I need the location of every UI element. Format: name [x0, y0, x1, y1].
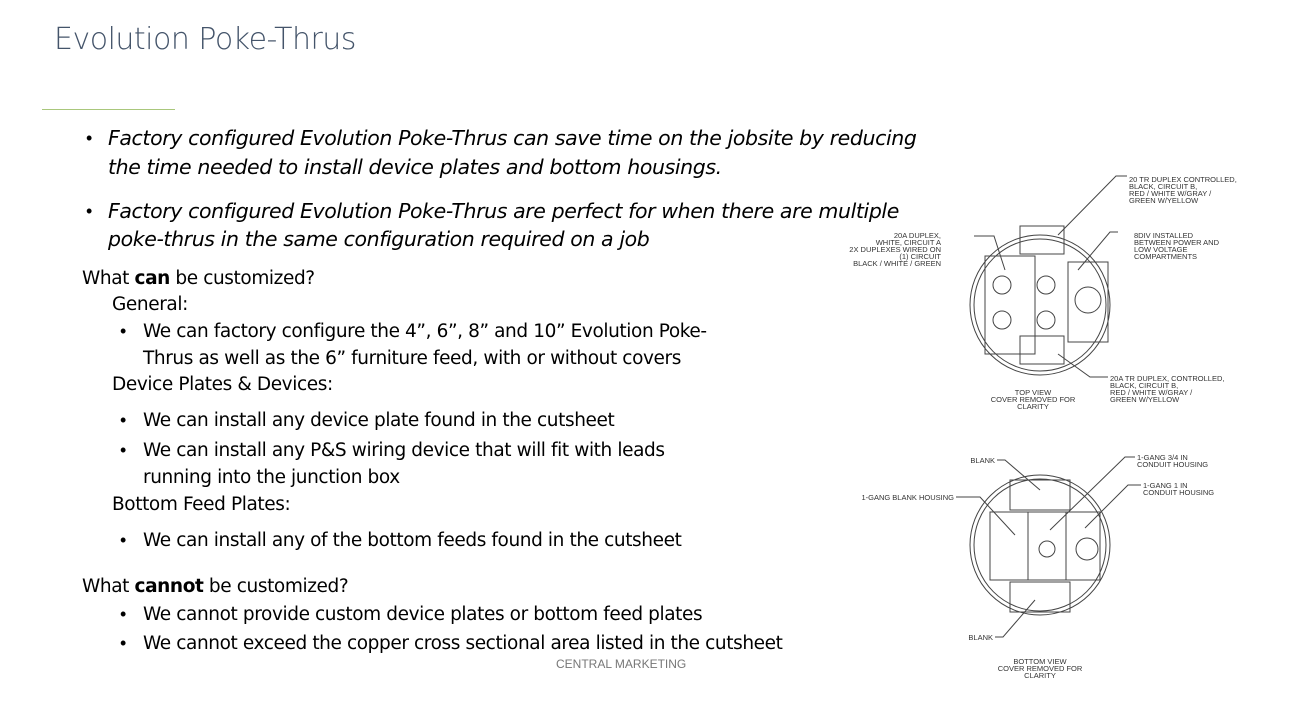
general-heading: General: — [112, 294, 188, 315]
bullet-icon: • — [120, 633, 127, 653]
list-item: We can install any P&S wiring device that will fit with leads — [143, 440, 665, 461]
footer: CENTRAL MARKETING — [556, 657, 687, 671]
diagram-label: BLANK — [970, 456, 995, 465]
list-item: We cannot exceed the copper cross sectional area listed in the cutsheet — [143, 633, 783, 654]
bullet-icon: • — [86, 128, 93, 148]
diagram-label: LOW VOLTAGE — [1134, 245, 1188, 254]
diagram-label: 8DIV INSTALLED — [1134, 231, 1194, 240]
intro-line: Factory configured Evolution Poke-Thrus are perfect for when there are multiple — [108, 199, 899, 223]
bottom-heading: Bottom Feed Plates: — [112, 494, 291, 515]
list-item: We cannot provide custom device plates or bottom feed plates — [143, 604, 703, 625]
diagram-label: COMPARTMENTS — [1134, 252, 1198, 261]
diagram-label: (1) CIRCUIT — [899, 252, 941, 261]
list-item: We can install any of the bottom feeds found in the cutsheet — [143, 530, 682, 551]
diagram-label: CONDUIT HOUSING — [1137, 460, 1209, 469]
diagram-label: WHITE, CIRCUIT A — [875, 238, 941, 247]
top-view-diagram — [970, 176, 1127, 377]
diagram-label: BLACK / WHITE / GREEN — [853, 259, 941, 268]
diagram-label: 1-GANG 1 IN — [1143, 481, 1188, 490]
intro-line: Factory configured Evolution Poke-Thrus can save time on the jobsite by reducing — [108, 126, 917, 150]
can-heading: What can be customized? — [82, 268, 315, 289]
diagram-label: 20A DUPLEX, — [893, 231, 941, 240]
diagram-label: 1-GANG BLANK HOUSING — [861, 493, 954, 502]
list-item: We can factory configure the 4”, 6”, 8” and 10” Evolution Poke- — [143, 321, 707, 342]
devices-heading: Device Plates & Devices: — [112, 374, 333, 395]
bullet-icon: • — [120, 440, 127, 460]
diagram-label: GREEN W/YELLOW — [1110, 395, 1180, 404]
diagram-label: 20 TR DUPLEX CONTROLLED, — [1129, 175, 1237, 184]
list-item: Thrus as well as the 6” furniture feed, with or without covers — [143, 348, 681, 369]
diagram-label: 2X DUPLEXES WIRED ON — [849, 245, 941, 254]
diagram-label: CONDUIT HOUSING — [1143, 488, 1215, 497]
bottom-view-diagram — [956, 457, 1141, 637]
bullet-icon: • — [86, 201, 93, 221]
diagram-label: GREEN W/YELLOW — [1129, 196, 1199, 205]
diagram-label: BOTTOM VIEW — [1013, 657, 1067, 666]
diagram-label: COVER REMOVED FOR — [990, 395, 1076, 404]
diagram-label: COVER REMOVED FOR — [997, 664, 1083, 673]
bullet-icon: • — [120, 604, 127, 624]
intro-line: the time needed to install device plates and bottom housings. — [108, 155, 722, 179]
diagram-label: 20A TR DUPLEX, CONTROLLED, — [1110, 374, 1225, 383]
diagram-label: BLANK — [968, 633, 993, 642]
list-item: running into the junction box — [143, 467, 400, 488]
cannot-heading: What cannot be customized? — [82, 576, 349, 597]
diagram-label: RED / WHITE W/GRAY / — [1129, 189, 1212, 198]
diagram-label: TOP VIEW — [1014, 388, 1052, 397]
diagram-label: 1-GANG 3/4 IN — [1137, 453, 1188, 462]
diagram-label: CLARITY — [1017, 402, 1049, 411]
bullet-icon: • — [120, 530, 127, 550]
diagram-label: CLARITY — [1024, 671, 1056, 680]
list-item: We can install any device plate found in the cutsheet — [143, 410, 615, 431]
slide-title: Evolution Poke-Thrus — [54, 22, 356, 57]
bottom-view-labels — [861, 453, 1214, 680]
diagram-label: BETWEEN POWER AND — [1134, 238, 1220, 247]
diagram-label: BLACK, CIRCUIT B, — [1110, 381, 1179, 390]
bullet-icon: • — [120, 410, 127, 430]
diagram-label: RED / WHITE W/GRAY / — [1110, 388, 1193, 397]
intro-line: poke-thrus in the same configuration required on a job — [108, 227, 650, 251]
bullet-icon: • — [120, 321, 127, 341]
diagram-label: BLACK, CIRCUIT B, — [1129, 182, 1198, 191]
